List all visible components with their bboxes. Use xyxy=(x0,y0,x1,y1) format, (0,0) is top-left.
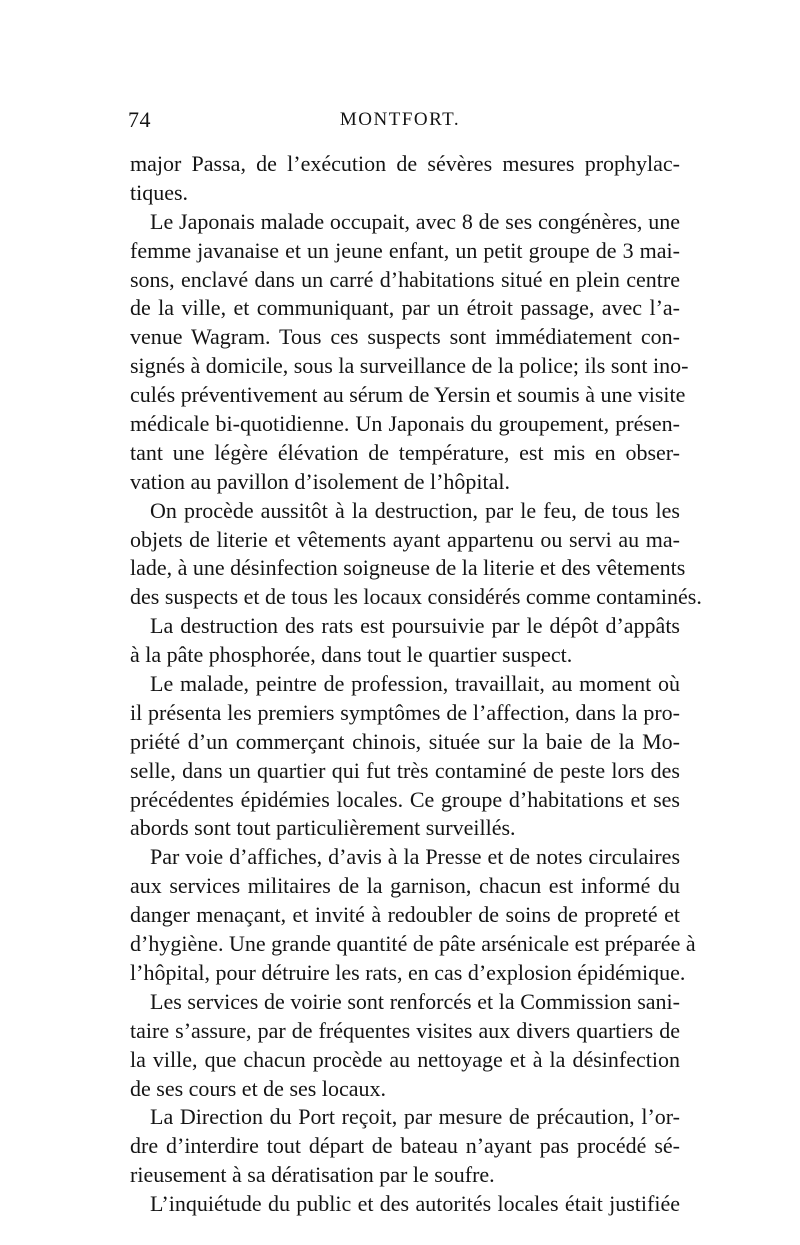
text-line: venue Wagram. Tous ces suspects sont immédiatement con- xyxy=(130,324,680,350)
text-line: L’inquiétude du public et des autorités locales était justifiée xyxy=(150,1191,680,1217)
text-line: tant une légère élévation de température, est mis en obser- xyxy=(130,439,680,465)
text-line: sons, enclavé dans un carré d’habitations situé en plein centre xyxy=(130,266,680,292)
text-line: danger menaçant, et invité à redoubler de soins de propreté et xyxy=(130,902,680,928)
text-line: aux services militaires de la garnison, chacun est informé du xyxy=(130,873,680,899)
page-number: 74 xyxy=(128,107,151,132)
text-line: abords sont tout particulièrement surveillés. xyxy=(130,815,516,841)
running-title: MONTFORT. xyxy=(339,109,461,130)
text-line: d’hygiène. Une grande quantité de pâte arsénicale est préparée à xyxy=(130,931,696,957)
text-line: à la pâte phosphorée, dans tout le quartier suspect. xyxy=(130,642,573,668)
text-line: objets de literie et vêtements ayant appartenu ou servi au ma- xyxy=(130,526,680,552)
text-line: vation au pavillon d’isolement de l’hôpital. xyxy=(130,468,511,494)
text-line: La destruction des rats est poursuivie par le dépôt d’appâts xyxy=(150,613,680,639)
text-line: culés préventivement au sérum de Yersin et soumis à une visite xyxy=(130,382,686,408)
body-text xyxy=(130,150,702,1219)
text-line: de ses cours et de ses locaux. xyxy=(130,1075,386,1101)
text-line: l’hôpital, pour détruire les rats, en cas d’explosion épidémique. xyxy=(130,959,686,985)
text-line: Les services de voirie sont renforcés et la Commission sani- xyxy=(150,988,680,1014)
text-line: lade, à une désinfection soigneuse de la literie et des vêtements xyxy=(130,555,686,581)
text-line: Le malade, peintre de profession, travaillait, au moment où xyxy=(150,671,680,697)
text-line: médicale bi-quotidienne. Un Japonais du groupement, présen- xyxy=(130,411,680,437)
text-line: femme javanaise et un jeune enfant, un petit groupe de 3 mai- xyxy=(130,237,680,263)
text-line: de la ville, et communiquant, par un étroit passage, avec l’a- xyxy=(130,295,680,321)
text-line: priété d’un commerçant chinois, située sur la baie de la Mo- xyxy=(130,728,680,754)
text-line: rieusement à sa dératisation par le soufre. xyxy=(130,1162,495,1188)
text-line: dre d’interdire tout départ de bateau n’ayant pas procédé sé- xyxy=(130,1133,680,1159)
text-line: major Passa, de l’exécution de sévères mesures prophylac- xyxy=(130,151,680,176)
text-line: selle, dans un quartier qui fut très contaminé de peste lors des xyxy=(130,757,680,783)
text-line: La Direction du Port reçoit, par mesure de précaution, l’or- xyxy=(150,1104,680,1130)
text-line: taire s’assure, par de fréquentes visites aux divers quartiers de xyxy=(130,1017,680,1043)
text-line: tiques. xyxy=(130,179,189,205)
text-line: des suspects et de tous les locaux considérés comme contaminés. xyxy=(130,584,702,610)
text-line: la ville, que chacun procède au nettoyage et à la désinfection xyxy=(130,1046,680,1072)
text-line: On procède aussitôt à la destruction, par le feu, de tous les xyxy=(150,497,680,523)
text-line: Par voie d’affiches, d’avis à la Presse et de notes circulaires xyxy=(150,844,680,870)
text-line: signés à domicile, sous la surveillance de la police; ils sont ino- xyxy=(130,353,689,379)
text-line: Le Japonais malade occupait, avec 8 de ses congénères, une xyxy=(150,208,680,234)
text-line: il présenta les premiers symptômes de l’affection, dans la pro- xyxy=(130,699,680,725)
text-line: précédentes épidémies locales. Ce groupe d’habitations et ses xyxy=(130,786,680,812)
